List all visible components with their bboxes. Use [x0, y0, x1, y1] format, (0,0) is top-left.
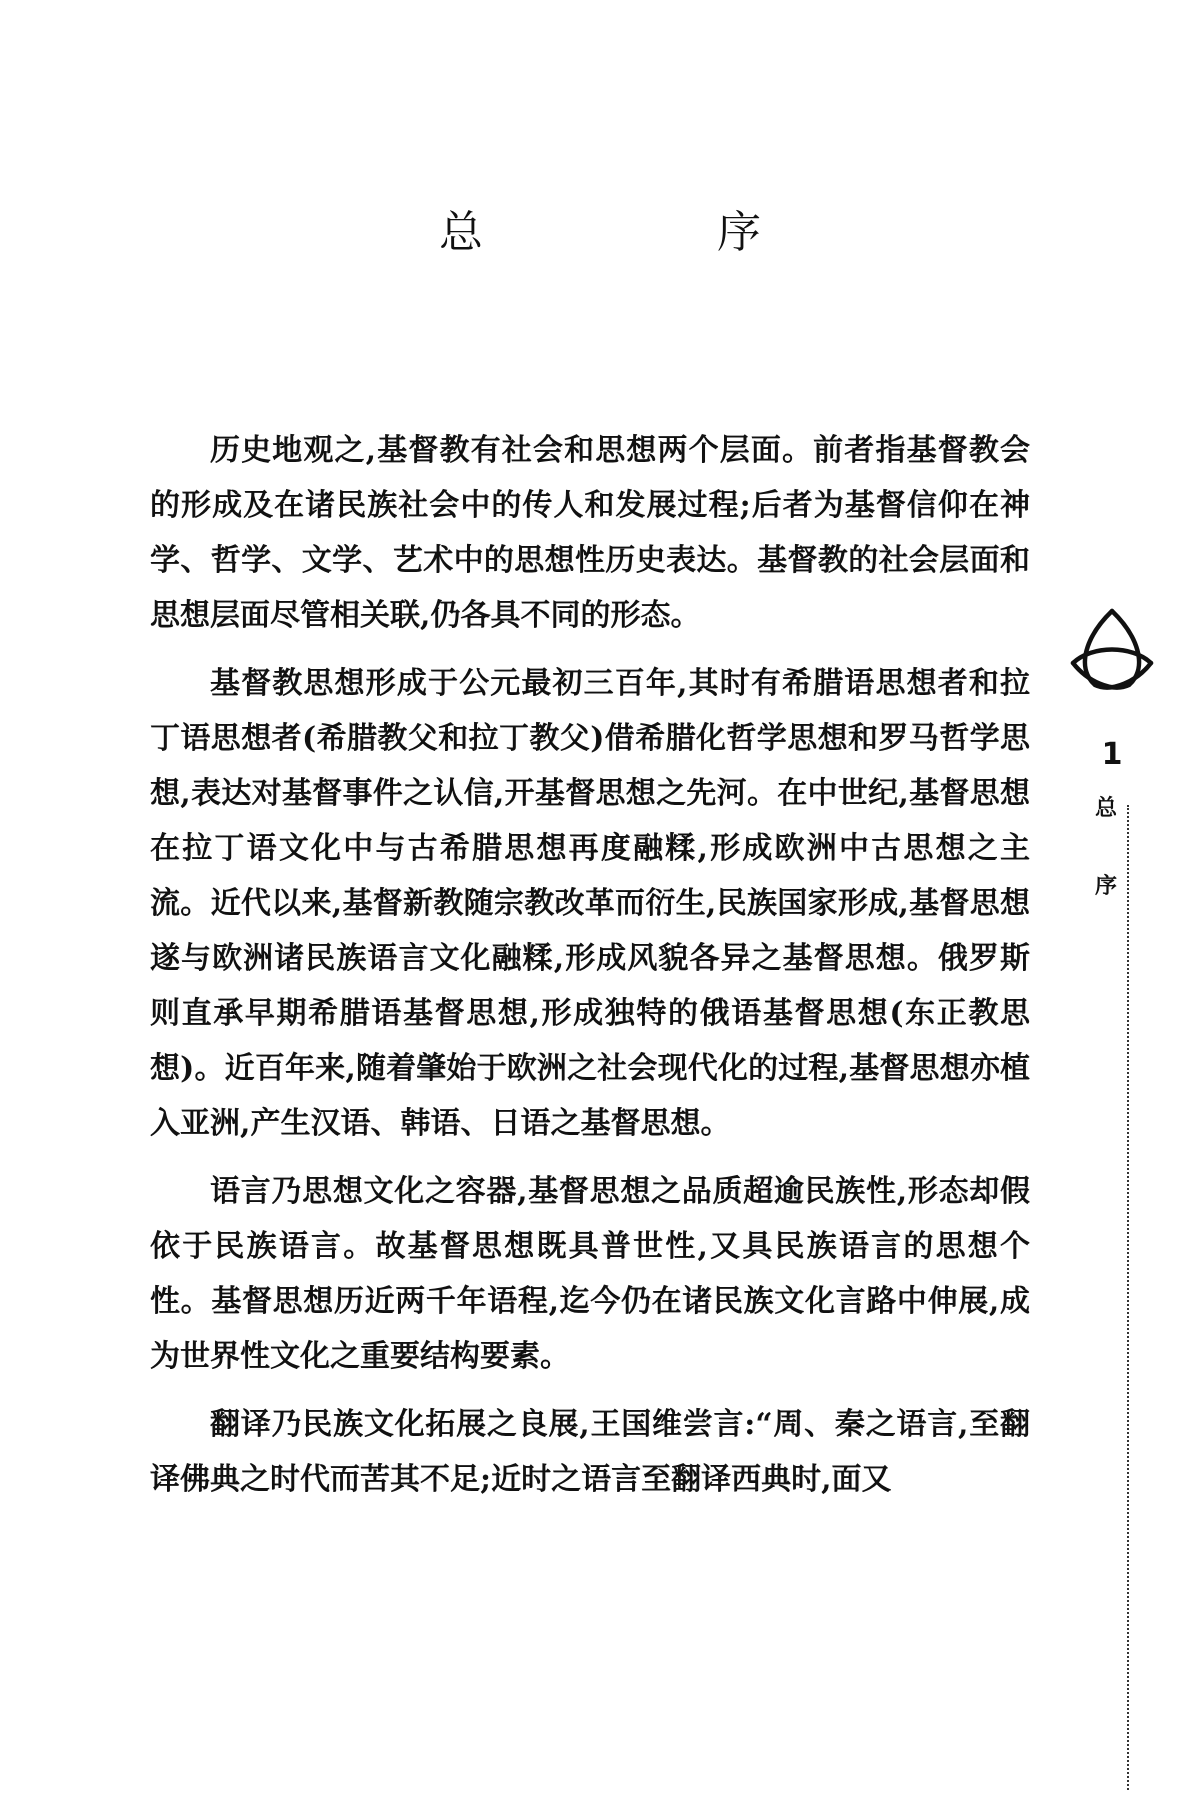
margin-section-char: 序	[1094, 873, 1117, 899]
margin-divider	[1127, 805, 1129, 1790]
page-title: 总 序	[439, 207, 871, 258]
triquetra-icon	[1067, 605, 1157, 695]
paragraph: 语言乃思想文化之容器,基督思想之品质超逾民族性,形态却假依于民族语言。故基督思想既具普世性,又具民族语言的思想个性。基督思想历近两千年语程,迄今仍在诸民族文化言路中伸展,成为世界性文化之重要结构要素。	[150, 1174, 1030, 1374]
margin-section-label	[1091, 793, 1121, 901]
paragraph: 基督教思想形成于公元最初三百年,其时有希腊语思想者和拉丁语思想者(希腊教父和拉丁教父)借希腊化哲学思想和罗马哲学思想,表达对基督事件之认信,开基督思想之先河。在中世纪,基督思想在拉丁语文化中与古希腊思想再度融糅,形成欧洲中古思想之主流。近代以来,基督新教随宗教改革而衍生,民族国家形成,基督思想遂与欧洲诸民族语言文化融糅,形成风貌各异之基督思想。俄罗斯则直承早期希腊语基督思想,形成独特的俄语基督思想(东正教思想)。近百年来,随着肇始于欧洲之社会现代化的过程,基督思想亦植入亚洲,产生汉语、韩语、日语之基督思想。	[150, 666, 1030, 1141]
body-text	[150, 423, 1030, 1520]
margin-section-char: 总	[1094, 795, 1117, 821]
page-number: 1	[1101, 737, 1123, 772]
paragraph: 历史地观之,基督教有社会和思想两个层面。前者指基督教会的形成及在诸民族社会中的传人和发展过程;后者为基督信仰在神学、哲学、文学、艺术中的思想性历史表达。基督教的社会层面和思想层面尽管相关联,仍各具不同的形态。	[150, 433, 1030, 633]
paragraph: 翻译乃民族文化拓展之良展,王国维尝言:“周、秦之语言,至翻译佛典之时代而苦其不足;近时之语言至翻译西典时,面又	[150, 1407, 1030, 1497]
